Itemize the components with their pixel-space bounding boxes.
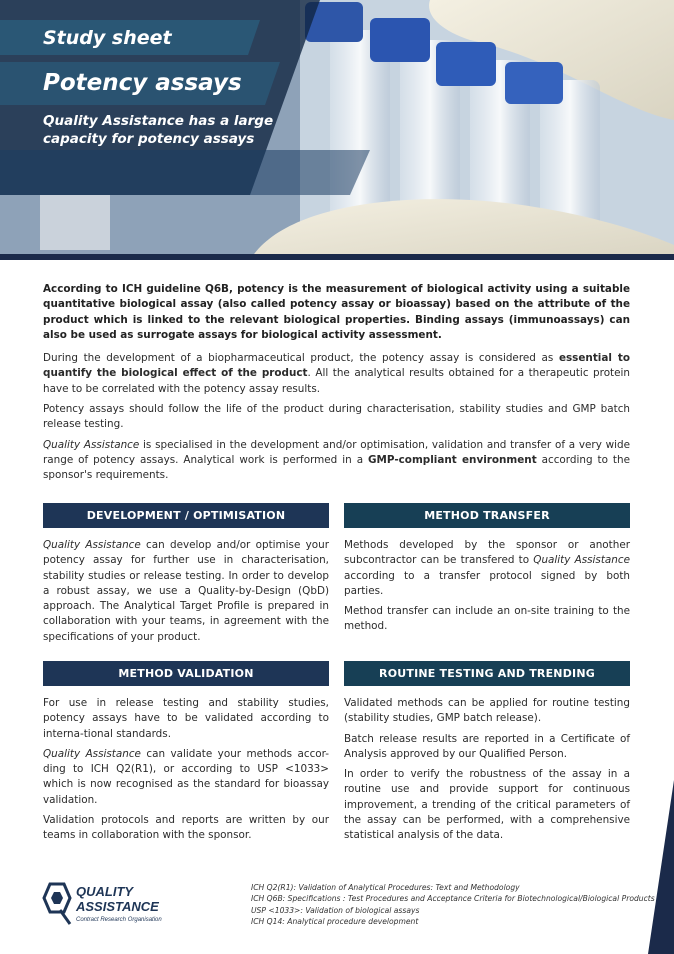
logo-mark-icon [36, 880, 186, 930]
section-heading: METHOD TRANSFER [344, 503, 630, 528]
intro-block [43, 282, 630, 489]
section-text: Method transfer can include an on-site training to the method. [344, 605, 630, 633]
section-routine-testing [344, 661, 630, 849]
document-label: Study sheet [43, 27, 172, 49]
section-heading: METHOD VALIDATION [43, 661, 329, 686]
logo-line2: ASSISTANCE [76, 899, 159, 914]
logo-line1: QUALITY [76, 884, 134, 899]
corner-decoration [648, 780, 674, 954]
section-text: Quality Assistance can validate your methods accor-ding to ICH Q2(R1), or according to USP <1033> which is now recognised as the standard for bioassay validation. [43, 747, 329, 806]
logo-tagline: Contract Research Organisation [76, 917, 162, 923]
reference-item: ICH Q6B: Specifications : Test Procedures and Acceptance Criteria for Biotechnological/Biological Products [251, 894, 655, 904]
references-list [251, 882, 655, 927]
section-text: For use in release testing and stability studies, potency assays have to be validated according to interna-tional standards. [43, 697, 329, 740]
section-method-validation [43, 661, 329, 849]
page-title: Potency assays [43, 70, 242, 96]
header-divider-bar [0, 254, 674, 260]
paragraph-development-role: During the development of a biopharmaceutical product, the potency assay is considered as essential to quantify the biological effect of the product. All the analytical results obtained for a therapeutic protein have to be correlated with the potency assay results. [43, 352, 630, 395]
reference-item: ICH Q14: Analytical procedure development [251, 916, 419, 926]
section-text: Methods developed by the sponsor or another subcontractor can be transfered to Quality Assistance according to a transfer protocol signed by both parties. [344, 539, 630, 597]
section-text: Quality Assistance can develop and/or optimise your potency assay for further use in characterisation, stability studies or release testing. In order to develop a robust assay, we use a Quality-by-Design (QbD) approach. The Analytical Target Profile is prepared in collaboration with your teams, in agreement with the specifications of your product. [43, 539, 329, 643]
page-subtitle: Quality Assistance has a large capacity for potency assays [43, 113, 274, 147]
paragraph-lifecycle: Potency assays should follow the life of the product during characterisation, stability studies and GMP batch release testing. [43, 403, 630, 431]
section-method-transfer [344, 503, 630, 640]
reference-item: USP <1033>: Validation of biological assays [251, 905, 420, 915]
paragraph-company: Quality Assistance is specialised in the development and/or optimisation, validation and transfer of a very wide range of potency assays. Analytical work is performed in a GMP-compliant environment according to the sponsor's requirements. [43, 438, 630, 482]
company-logo [36, 880, 186, 930]
section-development [43, 503, 329, 650]
reference-item: ICH Q2(R1): Validation of Analytical Procedures: Text and Methodology [251, 883, 520, 892]
section-text: Batch release results are reported in a Certificate of Analysis approved by our Qualified Person. [344, 732, 630, 760]
section-text: In order to verify the robustness of the assay in a routine use and provide support for continuous improvement, a trending of the critical parameters of the assay can be performed, with a comprehensive statistical analysis of the data. [344, 768, 630, 842]
section-heading: DEVELOPMENT / OPTIMISATION [43, 503, 329, 528]
section-text: Validated methods can be applied for routine testing (stability studies, GMP batch release). [344, 697, 630, 725]
section-heading: ROUTINE TESTING AND TRENDING [344, 661, 630, 686]
intro-paragraph: According to ICH guideline Q6B, potency is the measurement of biological activity using a suitable quantitative biological assay (also called potency assay or bioassay) based on the attribute of the product which is linked to the relevant biological properties. Binding assays (immunoassays) can also be used as surrogate assays for biological activity assessment. [43, 283, 630, 341]
section-text: Validation protocols and reports are written by our teams in collaboration with the sponsor. [43, 814, 329, 842]
